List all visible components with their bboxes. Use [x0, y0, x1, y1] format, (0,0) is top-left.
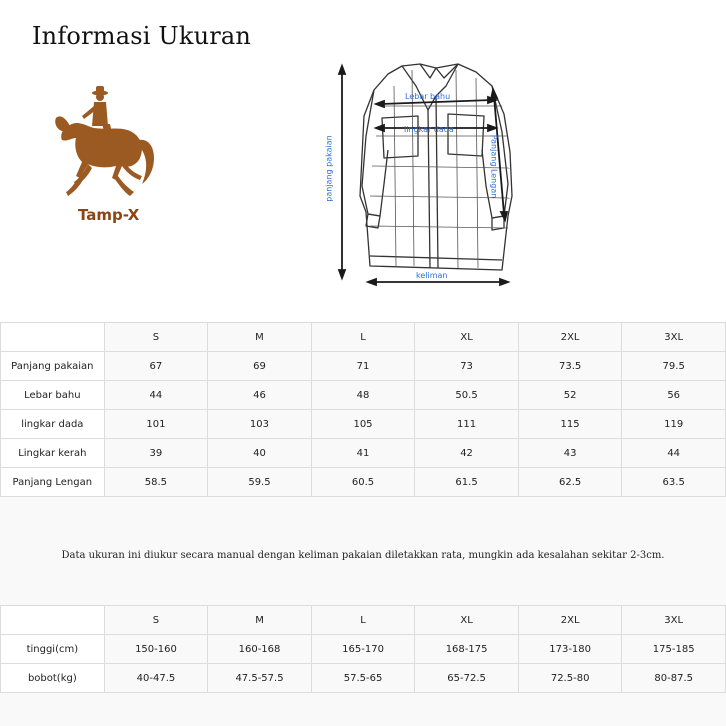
- row-label: Panjang Lengan: [1, 468, 105, 497]
- row-label: Lebar bahu: [1, 381, 105, 410]
- table-cell: 44: [104, 381, 208, 410]
- table-cell: 62.5: [518, 468, 622, 497]
- table-cell: 173-180: [518, 635, 622, 664]
- brand-name: Tamp-X: [78, 206, 140, 224]
- table-cell: 46: [208, 381, 312, 410]
- label-chest: lingkar dada: [404, 125, 454, 134]
- table-cell: 115: [518, 410, 622, 439]
- label-length: panjang pakaian: [324, 135, 334, 202]
- table-cell: 73.5: [518, 352, 622, 381]
- table-cell: 40-47.5: [104, 664, 208, 693]
- label-shoulder: Lebar bahu: [405, 92, 451, 101]
- table-row: [1, 635, 726, 664]
- table-cell: 175-185: [622, 635, 726, 664]
- header-cell: S: [104, 606, 208, 635]
- table-cell: 42: [415, 439, 519, 468]
- row-label: bobot(kg): [1, 664, 105, 693]
- garment-size-table: [0, 322, 726, 497]
- table-header-row: [1, 323, 726, 352]
- table-cell: 48: [311, 381, 415, 410]
- table-cell: 72.5-80: [518, 664, 622, 693]
- body-size-table: [0, 605, 726, 693]
- header-cell: XL: [415, 323, 519, 352]
- table-cell: 40: [208, 439, 312, 468]
- table-header-row: [1, 606, 726, 635]
- table-cell: 119: [622, 410, 726, 439]
- table-cell: 111: [415, 410, 519, 439]
- table-cell: 103: [208, 410, 312, 439]
- table-cell: 59.5: [208, 468, 312, 497]
- measurement-note: Data ukuran ini diukur secara manual dengan keliman pakaian diletakkan rata, mungkin ada kesalahan sekitar 2-3cm.: [61, 550, 665, 561]
- table-cell: 160-168: [208, 635, 312, 664]
- header-cell: XL: [415, 606, 519, 635]
- header-cell: [1, 323, 105, 352]
- table-cell: 101: [104, 410, 208, 439]
- header-cell: 3XL: [622, 323, 726, 352]
- table-cell: 39: [104, 439, 208, 468]
- table-row: [1, 381, 726, 410]
- table-cell: 50.5: [415, 381, 519, 410]
- table-cell: 150-160: [104, 635, 208, 664]
- table-cell: 57.5-65: [311, 664, 415, 693]
- header-cell: 3XL: [622, 606, 726, 635]
- table-cell: 41: [311, 439, 415, 468]
- table-cell: 56: [622, 381, 726, 410]
- table-cell: 165-170: [311, 635, 415, 664]
- table-row: [1, 664, 726, 693]
- table-row: [1, 352, 726, 381]
- table-row: [1, 468, 726, 497]
- label-hem: keliman: [416, 271, 448, 280]
- table-cell: 65-72.5: [415, 664, 519, 693]
- header-cell: 2XL: [518, 323, 622, 352]
- row-label: tinggi(cm): [1, 635, 105, 664]
- header-cell: 2XL: [518, 606, 622, 635]
- table-cell: 58.5: [104, 468, 208, 497]
- header-cell: L: [311, 606, 415, 635]
- table-cell: 69: [208, 352, 312, 381]
- table-cell: 80-87.5: [622, 664, 726, 693]
- header-cell: S: [104, 323, 208, 352]
- table-cell: 71: [311, 352, 415, 381]
- header-area: [0, 0, 726, 322]
- table-cell: 63.5: [622, 468, 726, 497]
- header-cell: [1, 606, 105, 635]
- table-cell: 44: [622, 439, 726, 468]
- table-cell: 43: [518, 439, 622, 468]
- table-cell: 61.5: [415, 468, 519, 497]
- table-cell: 73: [415, 352, 519, 381]
- table-cell: 52: [518, 381, 622, 410]
- row-label: lingkar dada: [1, 410, 105, 439]
- page-title: Informasi Ukuran: [32, 22, 252, 50]
- table-cell: 105: [311, 410, 415, 439]
- label-sleeve: Panjang Lengan: [489, 134, 499, 199]
- header-cell: L: [311, 323, 415, 352]
- table-cell: 67: [104, 352, 208, 381]
- table-cell: 79.5: [622, 352, 726, 381]
- table-row: [1, 439, 726, 468]
- table-cell: 168-175: [415, 635, 519, 664]
- table-cell: 60.5: [311, 468, 415, 497]
- table-row: [1, 410, 726, 439]
- row-label: Panjang pakaian: [1, 352, 105, 381]
- table-cell: 47.5-57.5: [208, 664, 312, 693]
- header-cell: M: [208, 606, 312, 635]
- row-label: Lingkar kerah: [1, 439, 105, 468]
- header-cell: M: [208, 323, 312, 352]
